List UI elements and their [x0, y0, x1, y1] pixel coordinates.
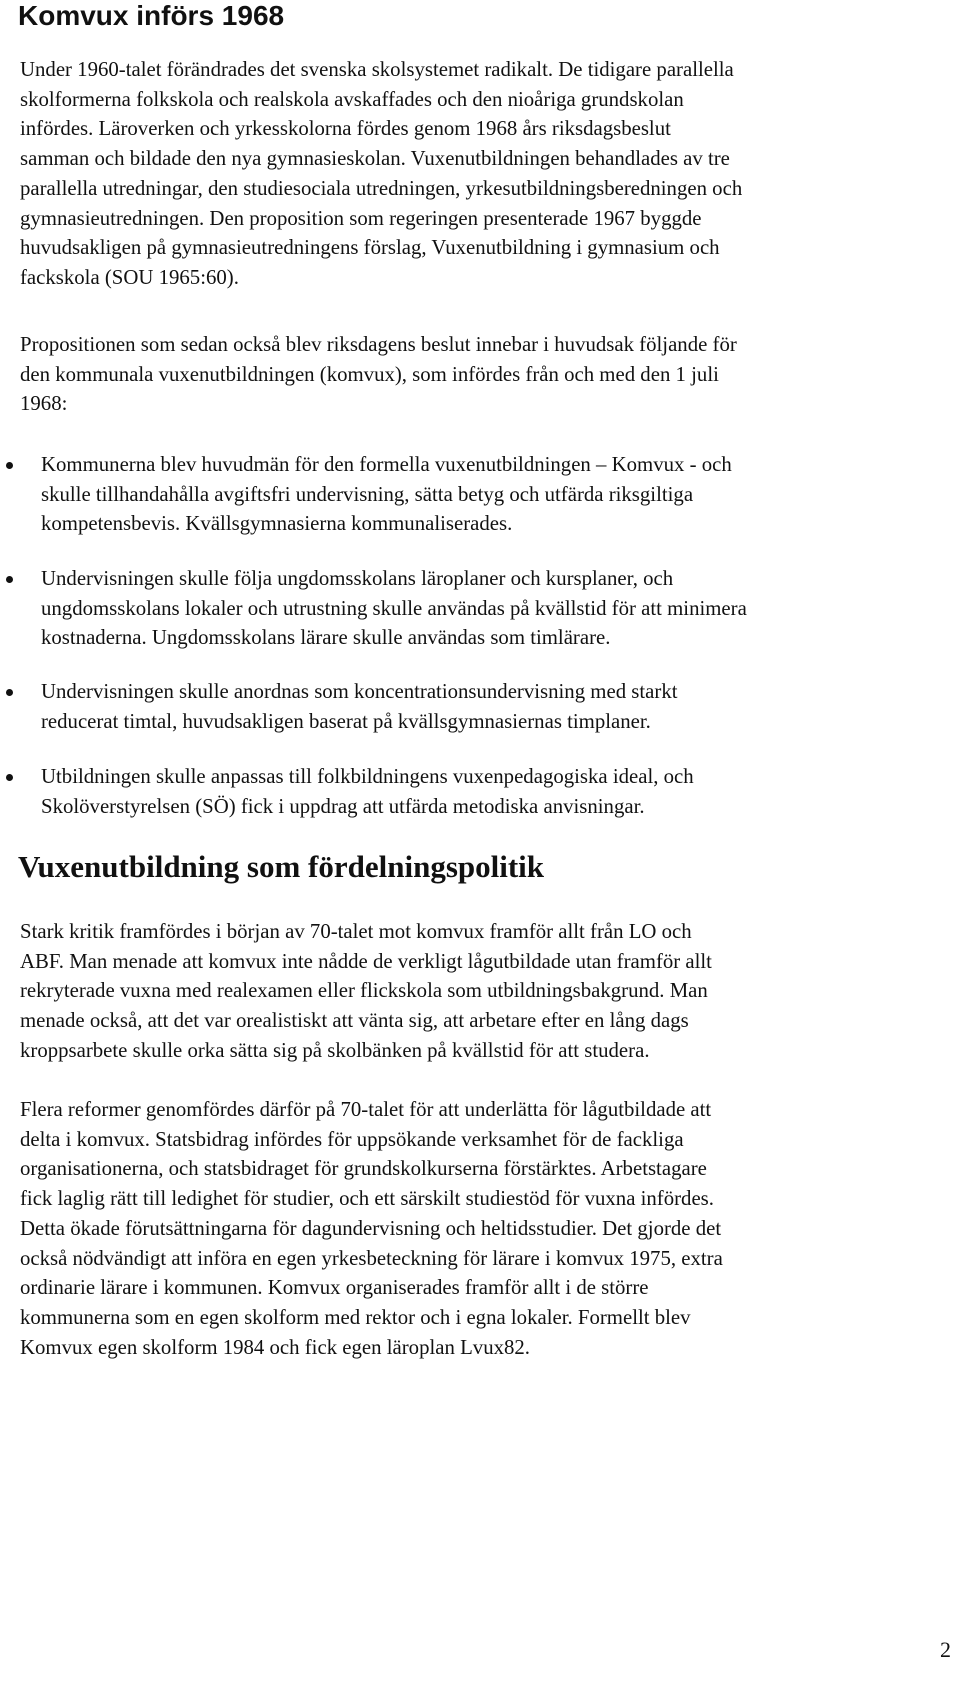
text-line: Flera reformer genomfördes därför på 70-talet för att underlätta för lågutbildade att [20, 1098, 712, 1121]
bullet-icon [6, 576, 13, 583]
text-line: ABF. Man menade att komvux inte nådde de verkligt lågutbildade utan framför allt [20, 949, 712, 973]
text-line: Utbildningen skulle anpassas till folkbildningens vuxenpedagogiska ideal, och [41, 765, 694, 788]
text-line: menade också, att det var orealistiskt att vänta sig, att arbetare efter en lång dags [20, 1009, 689, 1033]
text-line: 1968: [20, 392, 68, 416]
text-line: Skolöverstyrelsen (SÖ) fick i uppdrag att utfärda metodiska anvisningar. [41, 794, 645, 818]
list-item [41, 564, 911, 653]
text-line: ordinarie lärare i kommunen. Komvux organiserades framför allt i de större [20, 1276, 649, 1300]
bullet-icon [6, 462, 13, 469]
text-line: samman och bildade den nya gymnasieskolan. Vuxenutbildningen behandlades av tre [20, 147, 730, 171]
text-line: kostnaderna. Ungdomsskolans lärare skulle användas som timlärare. [41, 626, 611, 650]
text-line: skolformerna folkskola och realskola avskaffades och den nioåriga grundskolan [20, 87, 684, 111]
bullet-icon [6, 689, 13, 696]
text-line: rekryterade vuxna med realexamen eller flickskola som utbildningsbakgrund. Man [20, 979, 708, 1003]
text-line: huvudsakligen på gymnasieutredningens förslag, Vuxenutbildning i gymnasium och [20, 236, 720, 260]
list-item [41, 762, 911, 821]
text-line: fackskola (SOU 1965:60). [20, 265, 239, 289]
text-line: Stark kritik framfördes i början av 70-talet mot komvux framför allt från LO och [20, 920, 692, 943]
text-line: delta i komvux. Statsbidrag infördes för uppsökande verksamhet för de fackliga [20, 1127, 684, 1151]
text-line: Under 1960-talet förändrades det svenska skolsystemet radikalt. De tidigare parallella [20, 58, 734, 81]
text-line: kompetensbevis. Kvällsgymnasierna kommunaliserades. [41, 512, 513, 536]
text-line: Komvux egen skolform 1984 och fick egen läroplan Lvux82. [20, 1335, 530, 1359]
section-heading-komvux: Komvux införs 1968 [18, 0, 285, 31]
paragraph-intro [20, 55, 900, 293]
text-line: Undervisningen skulle följa ungdomsskolans läroplaner och kursplaner, och [41, 567, 674, 590]
text-line: Propositionen som sedan också blev riksdagens beslut innebar i huvudsak följande för [20, 333, 737, 356]
text-line: kommunerna som en egen skolform med rektor och i egna lokaler. Formellt blev [20, 1305, 691, 1329]
list-item [41, 450, 911, 539]
text-line: organisationerna, och statsbidraget för grundskolkurserna förstärktes. Arbetstagare [20, 1157, 707, 1181]
section-heading-fordelningspolitik: Vuxenutbildning som fördelningspolitik [18, 849, 545, 884]
paragraph-kritik [20, 917, 900, 1066]
text-line: infördes. Läroverken och yrkesskolorna fördes genom 1968 års riksdagsbeslut [20, 117, 671, 141]
paragraph-reformer [20, 1095, 900, 1362]
list-item [41, 677, 911, 736]
page-number: 2 [940, 1637, 951, 1662]
paragraph-proposition [20, 330, 900, 419]
text-line: Kommunerna blev huvudmän för den formella vuxenutbildningen – Komvux - och [41, 453, 732, 476]
bullet-icon [6, 774, 13, 781]
text-line: fick laglig rätt till ledighet för studier, och ett särskilt studiestöd för vuxna infördes. [20, 1187, 714, 1211]
text-line: skulle tillhandahålla avgiftsfri undervisning, sätta betyg och utfärda riksgiltiga [41, 482, 694, 506]
text-line: också nödvändigt att införa en egen yrkesbeteckning för lärare i komvux 1975, extra [20, 1246, 723, 1270]
text-line: kroppsarbete skulle orka sätta sig på skolbänken på kvällstid för att studera. [20, 1038, 650, 1062]
text-line: Detta ökade förutsättningarna för dagundervisning och heltidsstudier. Det gjorde det [20, 1216, 722, 1240]
text-line: ungdomsskolans lokaler och utrustning skulle användas på kvällstid för att minimera [41, 596, 747, 620]
text-line: reducerat timtal, huvudsakligen baserat på kvällsgymnasiernas timplaner. [41, 709, 651, 733]
text-line: Undervisningen skulle anordnas som koncentrationsundervisning med starkt [41, 680, 678, 703]
text-line: gymnasieutredningen. Den proposition som regeringen presenterade 1967 byggde [20, 206, 702, 230]
text-line: den kommunala vuxenutbildningen (komvux), som infördes från och med den 1 juli [20, 362, 719, 386]
text-line: parallella utredningar, den studiesociala utredningen, yrkesutbildningsberedningen och [20, 176, 743, 200]
